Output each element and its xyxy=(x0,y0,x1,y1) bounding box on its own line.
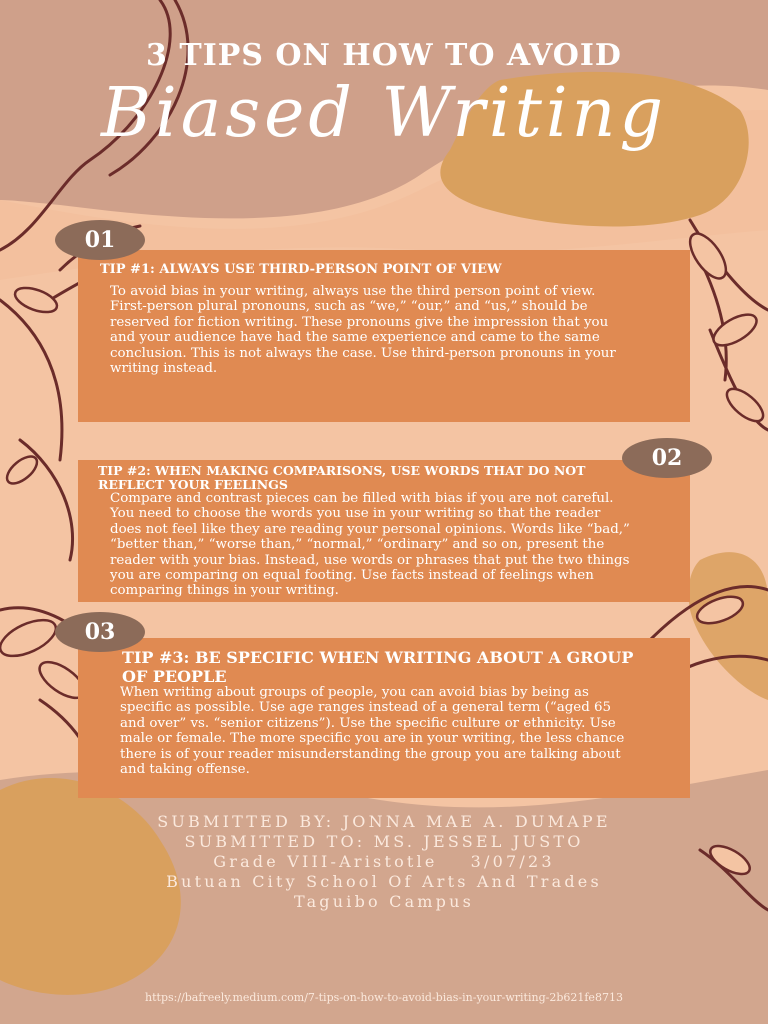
submitted-by: SUBMITTED BY: JONNA MAE A. DUMAPE xyxy=(157,812,611,831)
tip-1-number: 01 xyxy=(84,227,116,253)
tip-1-number-badge xyxy=(55,220,145,260)
header-kicker: 3 TIPS ON HOW TO AVOID xyxy=(146,38,622,73)
tip-2-number: 02 xyxy=(651,445,683,471)
submission-credits xyxy=(0,812,768,912)
grade-and-date: Grade VIII-Aristotle 3/07/23 xyxy=(213,852,555,871)
school-name: Butuan City School Of Arts And Trades xyxy=(166,872,602,891)
tip-2-number-badge xyxy=(622,438,712,478)
source-url: https://bafreely.medium.com/7-tips-on-how-to-avoid-bias-in-your-writing-2b621fe8713 xyxy=(145,991,623,1004)
tip-3-number: 03 xyxy=(84,619,116,645)
header-script-title: Biased Writing xyxy=(100,74,668,153)
submitted-to: SUBMITTED TO: MS. JESSEL JUSTO xyxy=(184,832,584,851)
campus-name: Taguibo Campus xyxy=(293,892,475,911)
tip-2-body: Compare and contrast pieces can be filled with bias if you are not careful. You need to choose the words you use in your writing so that the reader does not feel like they are reading your personal opinions. Words like “bad,” “better than,” “worse than,” “normal,” “ordinary” and so on, present the reader with your bias. Instead, use words or phrases that put the two things you are comparing on equal footing. Use facts instead of feelings when comparing things in your writing. xyxy=(110,491,630,599)
tip-3-number-badge xyxy=(55,612,145,652)
tip-1-title: TIP #1: ALWAYS USE THIRD-PERSON POINT OF VIEW xyxy=(100,262,502,277)
tip-2-title: TIP #2: WHEN MAKING COMPARISONS, USE WORDS THAT DO NOT REFLECT YOUR FEELINGS xyxy=(98,463,586,492)
tip-3-body: When writing about groups of people, you can avoid bias by being as specific as possible. Use age ranges instead of a general term (“aged 65 and over” vs. “senior citizens”). Use the specific culture or ethnicity. Use male or female. The more specific you are in your writing, the less chance there is of your reader misunderstanding the group you are talking about and taking offense. xyxy=(120,685,625,778)
tip-1-body: To avoid bias in your writing, always use the third person point of view. First-person plural pronouns, such as “we,” “our,” and “us,” should be reserved for fiction writing. These pronouns give the impression that you and your audience have had the same experience and came to the same conclusion. This is not always the case. Use third-person pronouns in your writing instead. xyxy=(110,284,616,377)
tip-3-title: TIP #3: BE SPECIFIC WHEN WRITING ABOUT A GROUP OF PEOPLE xyxy=(122,648,634,686)
